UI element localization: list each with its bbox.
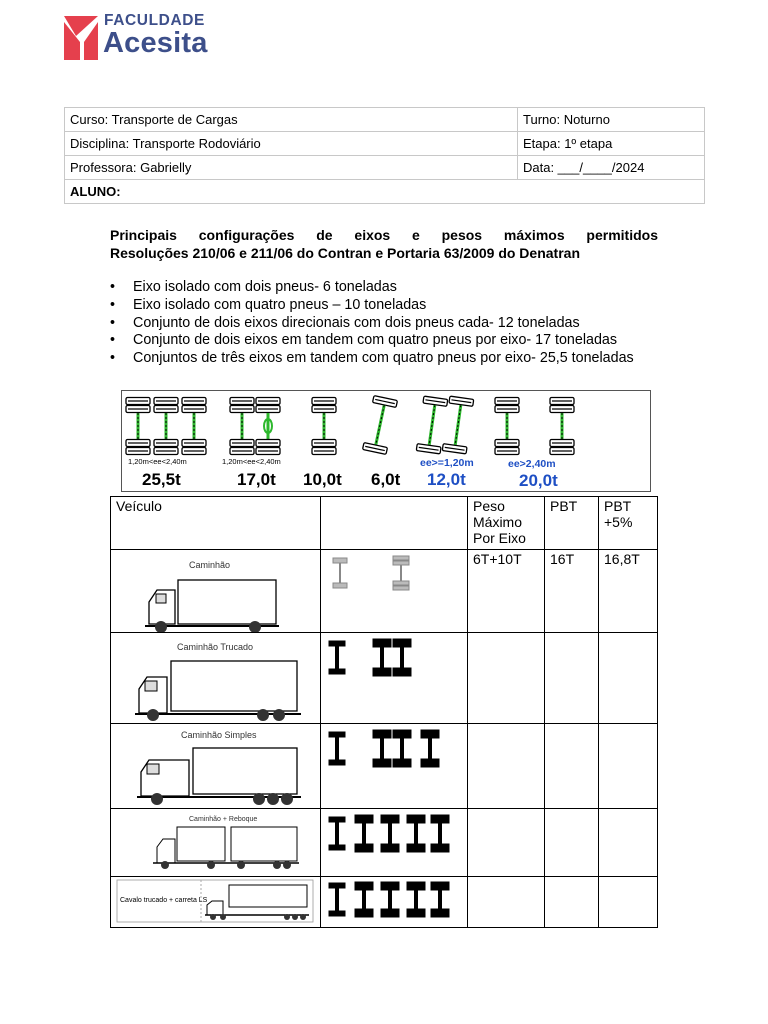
pbt5-cell <box>599 633 658 724</box>
axle-diagram <box>325 728 450 773</box>
axle-rules-list <box>110 279 681 368</box>
axle-group-20t <box>495 398 574 455</box>
vehicle-cell <box>111 809 321 877</box>
rule-item: • Eixo isolado com dois pneus- 6 toneladas <box>133 279 681 297</box>
axle-diagram <box>325 637 425 682</box>
curso-cell: Curso: Transporte de Cargas <box>65 108 518 132</box>
spacing-label: 1,20m<ee<2,40m <box>128 457 187 466</box>
header-pbt: PBT <box>545 497 599 550</box>
pbt-cell <box>545 633 599 724</box>
weight-label: 6,0t <box>371 470 401 489</box>
truck-trucado-illustration <box>111 633 320 723</box>
pbt-cell <box>545 809 599 877</box>
vehicle-weights-table <box>110 496 658 928</box>
axle-diagram-cell <box>321 809 468 877</box>
peso-cell <box>468 724 545 809</box>
spacing-label: 1,20m<ee<2,40m <box>222 457 281 466</box>
spacing-label: ee>2,40m <box>508 458 556 470</box>
weight-label: 12,0t <box>427 470 466 489</box>
axle-group-12t <box>416 396 473 454</box>
vehicle-cell <box>111 877 321 928</box>
axle-diagram <box>325 881 455 921</box>
axle-diagram-cell <box>321 724 468 809</box>
pbt5-cell <box>599 877 658 928</box>
course-info-table <box>64 107 705 204</box>
vehicle-label: Caminhão + Reboque <box>189 816 258 823</box>
rule-item: • Conjunto de dois eixos em tandem com quatro pneus por eixo- 17 toneladas <box>133 332 681 350</box>
vehicle-label: Caminhão <box>189 560 231 570</box>
cavalo-carreta-illustration <box>111 877 320 927</box>
pbt5-cell <box>599 724 658 809</box>
pbt5-cell <box>599 809 658 877</box>
pbt-cell <box>545 724 599 809</box>
rule-item: • Eixo isolado com quatro pneus – 10 toneladas <box>133 297 681 315</box>
axle-group-17t <box>230 398 280 455</box>
header-veiculo: Veículo <box>111 497 321 550</box>
pbt5-cell: 16,8T <box>599 550 658 633</box>
brand-line2: Acesita <box>103 27 208 59</box>
etapa-cell: Etapa: 1º etapa <box>518 132 705 156</box>
title-line2: Resoluções 210/06 e 211/06 do Contran e Portaria 63/2009 do Denatran <box>110 245 580 261</box>
header-pbt5: PBT +5% <box>599 497 658 550</box>
pbt-cell <box>545 877 599 928</box>
axle-diagram <box>325 813 455 858</box>
header-peso: Peso Máximo Por Eixo <box>468 497 545 550</box>
truck-simples-illustration <box>111 724 320 808</box>
weight-label: 10,0t <box>303 470 342 489</box>
axle-diagram-cell <box>321 633 468 724</box>
axle-diagram-cell <box>321 877 468 928</box>
weight-label: 17,0t <box>237 470 276 489</box>
axle-group-6t <box>363 396 398 455</box>
axle-diagram <box>321 550 421 600</box>
pbt-cell: 16T <box>545 550 599 633</box>
axle-group-10t <box>312 398 336 455</box>
peso-cell: 6T+10T <box>468 550 545 633</box>
truck-reboque-illustration <box>111 809 320 876</box>
header-axle-diagram <box>321 497 468 550</box>
vehicle-cell <box>111 724 321 809</box>
axle-configuration-figure <box>121 390 651 492</box>
vehicle-cell <box>111 633 321 724</box>
document-title <box>110 226 658 262</box>
vehicle-label: Caminhão Simples <box>181 730 257 740</box>
professora-cell: Professora: Gabrielly <box>65 156 518 180</box>
data-cell: Data: ___/____/2024 <box>518 156 705 180</box>
axle-group-25-5t <box>126 398 206 455</box>
weight-label: 25,5t <box>142 470 181 489</box>
rule-item: • Conjuntos de três eixos em tandem com quatro pneus por eixo- 25,5 toneladas <box>133 350 681 368</box>
axle-diagram-cell <box>321 550 468 633</box>
weight-label: 20,0t <box>519 471 558 490</box>
disciplina-cell: Disciplina: Transporte Rodoviário <box>65 132 518 156</box>
vehicle-label: Cavalo trucado + carreta LS <box>120 897 208 904</box>
peso-cell <box>468 809 545 877</box>
spacing-label: ee>=1,20m <box>420 457 474 469</box>
peso-cell <box>468 633 545 724</box>
brand-line1: FACULDADE <box>104 12 205 29</box>
vehicle-cell <box>111 550 321 633</box>
peso-cell <box>468 877 545 928</box>
title-line1: Principais configurações de eixos e pesos máximos permitidos <box>110 227 658 243</box>
rule-item: • Conjunto de dois eixos direcionais com dois pneus cada- 12 toneladas <box>133 315 681 333</box>
aluno-cell: ALUNO: <box>65 180 705 204</box>
vehicle-label: Caminhão Trucado <box>177 642 254 652</box>
turno-cell: Turno: Noturno <box>518 108 705 132</box>
truck-illustration <box>111 550 320 632</box>
